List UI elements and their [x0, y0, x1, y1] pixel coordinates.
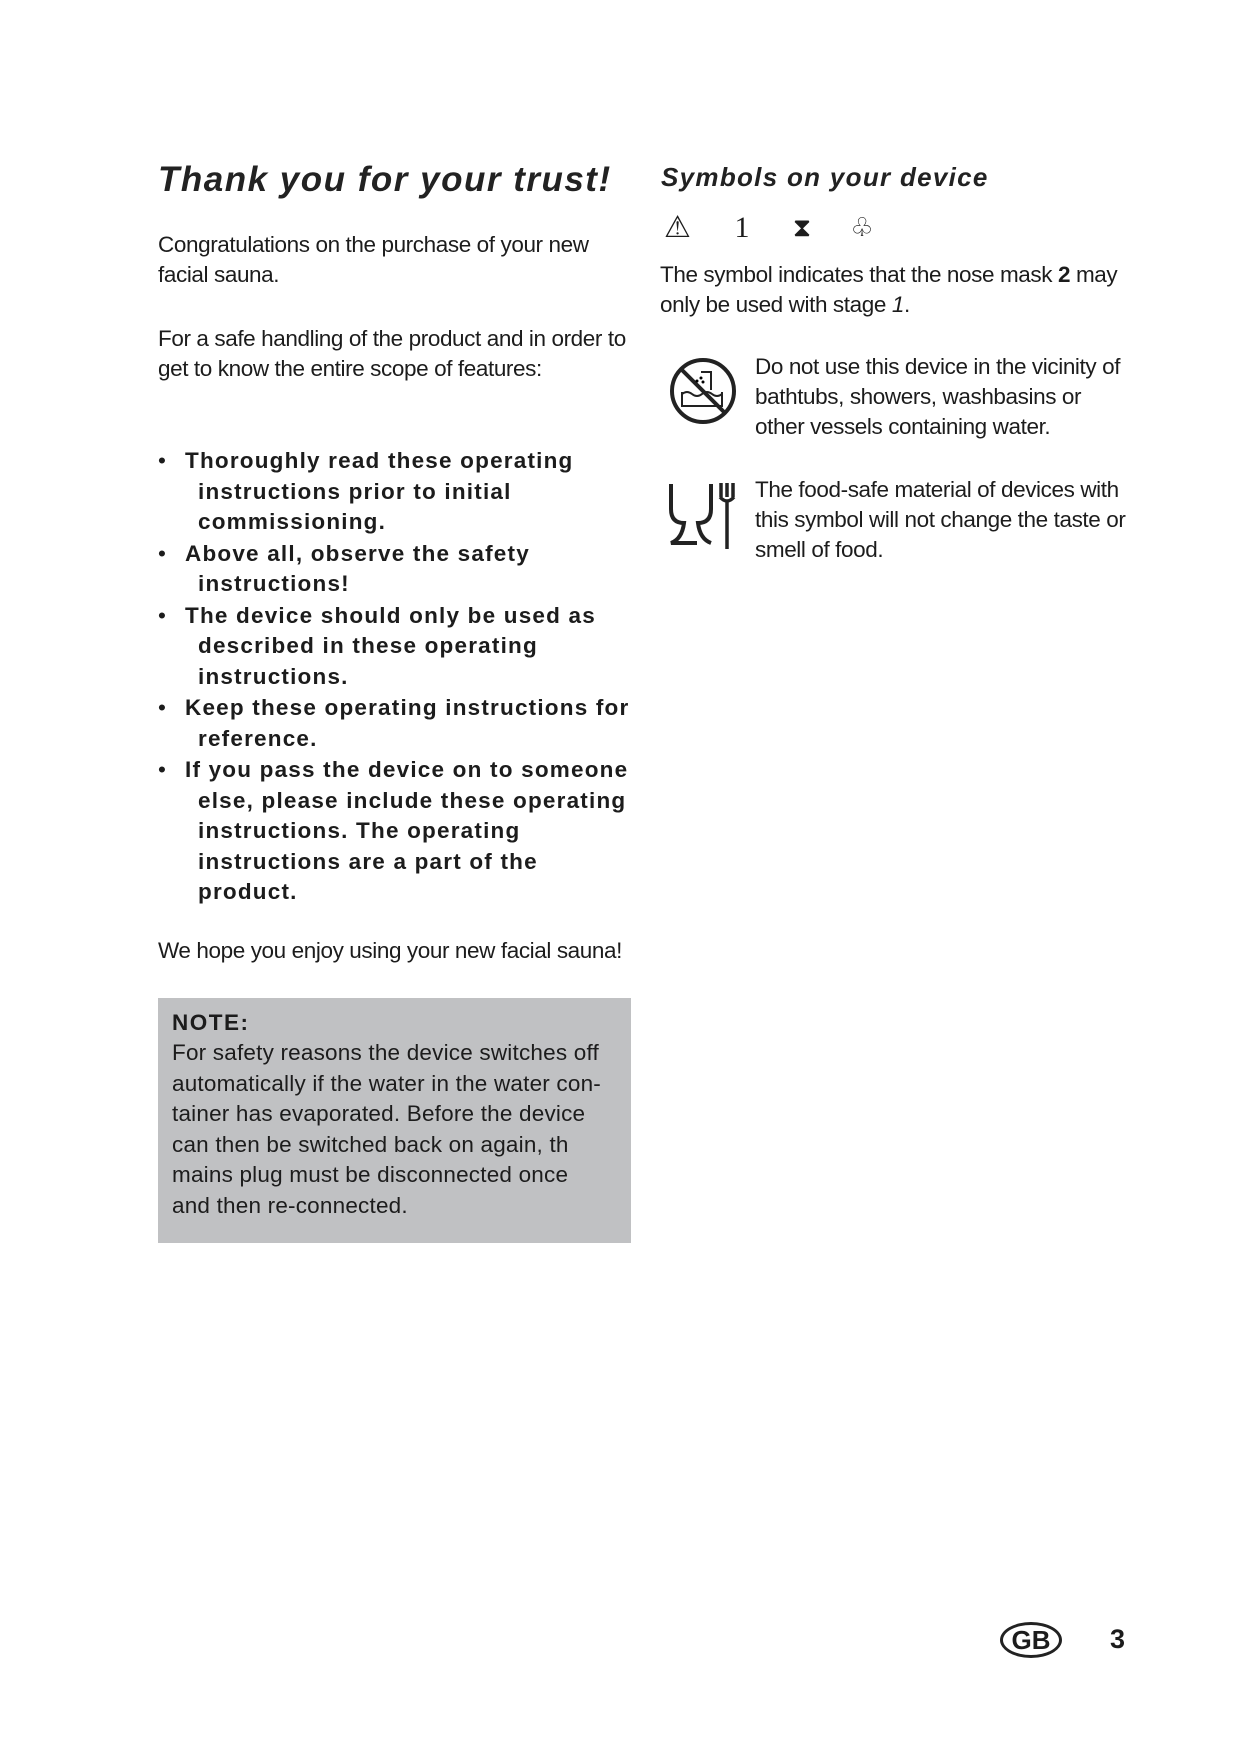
stage-text: [660, 260, 1140, 320]
steam-icon: ♧: [850, 212, 874, 242]
page-title: Thank you for your trust!: [158, 160, 612, 199]
country-badge: GB: [1000, 1622, 1062, 1658]
note-title: NOTE:: [172, 1010, 250, 1035]
closing-text: We hope you enjoy using your new facial sauna!: [158, 938, 622, 963]
page-number: 3: [1110, 1624, 1126, 1654]
handling-text: For a safe handling of the product and in order to get to know the entire scope of features:: [158, 326, 626, 381]
food-safe-icon: [668, 481, 738, 551]
stage-one-icon: 1: [734, 210, 750, 244]
note-line: mains plug must be disconnected once: [172, 1162, 569, 1187]
list-item: • Above all, observe the safety instructions!: [158, 539, 638, 600]
stage-text-part: may only be used with stage: [660, 262, 1118, 317]
note-box: [158, 998, 631, 1243]
note-line: tainer has evaporated. Before the device: [172, 1101, 586, 1126]
stage-text-part: The symbol indicates that the nose mask: [660, 262, 1058, 287]
symbols-heading: Symbols on your device: [661, 162, 989, 192]
list-item: • Thoroughly read these operating instructions prior to initial commissioning.: [158, 446, 638, 538]
warning-icon: ⚠: [664, 211, 691, 244]
no-water-vicinity-icon: [668, 356, 738, 426]
note-line: and then re-connected.: [172, 1192, 408, 1218]
list-item: • The device should only be used as described in these operating instructions.: [158, 601, 638, 693]
food-safe-text: The food-safe material of devices with this symbol will not change the taste or smell of food.: [755, 477, 1126, 562]
stage-text-part: .: [903, 292, 910, 317]
intro-text: Congratulations on the purchase of your new facial sauna.: [158, 232, 589, 287]
list-item: • If you pass the device on to someone else, please include these operating instructions. The operating instructions are a part of the product.: [158, 755, 638, 908]
hourglass-icon: ⧗: [792, 211, 812, 242]
nose-mask-number: 2: [1057, 262, 1071, 287]
list-item: • Keep these operating instructions for reference.: [158, 693, 638, 754]
instruction-list: [158, 446, 638, 909]
water-warning-text: Do not use this device in the vicinity of bathtubs, showers, washbasins or other vessels containing water.: [755, 354, 1121, 439]
symbol-row: [664, 210, 892, 245]
note-line: For safety reasons the device switches off: [172, 1040, 599, 1065]
note-line: automatically if the water in the water con-: [172, 1070, 601, 1096]
note-line: can then be switched back on again, th: [172, 1131, 569, 1157]
stage-number: 1: [891, 292, 904, 317]
